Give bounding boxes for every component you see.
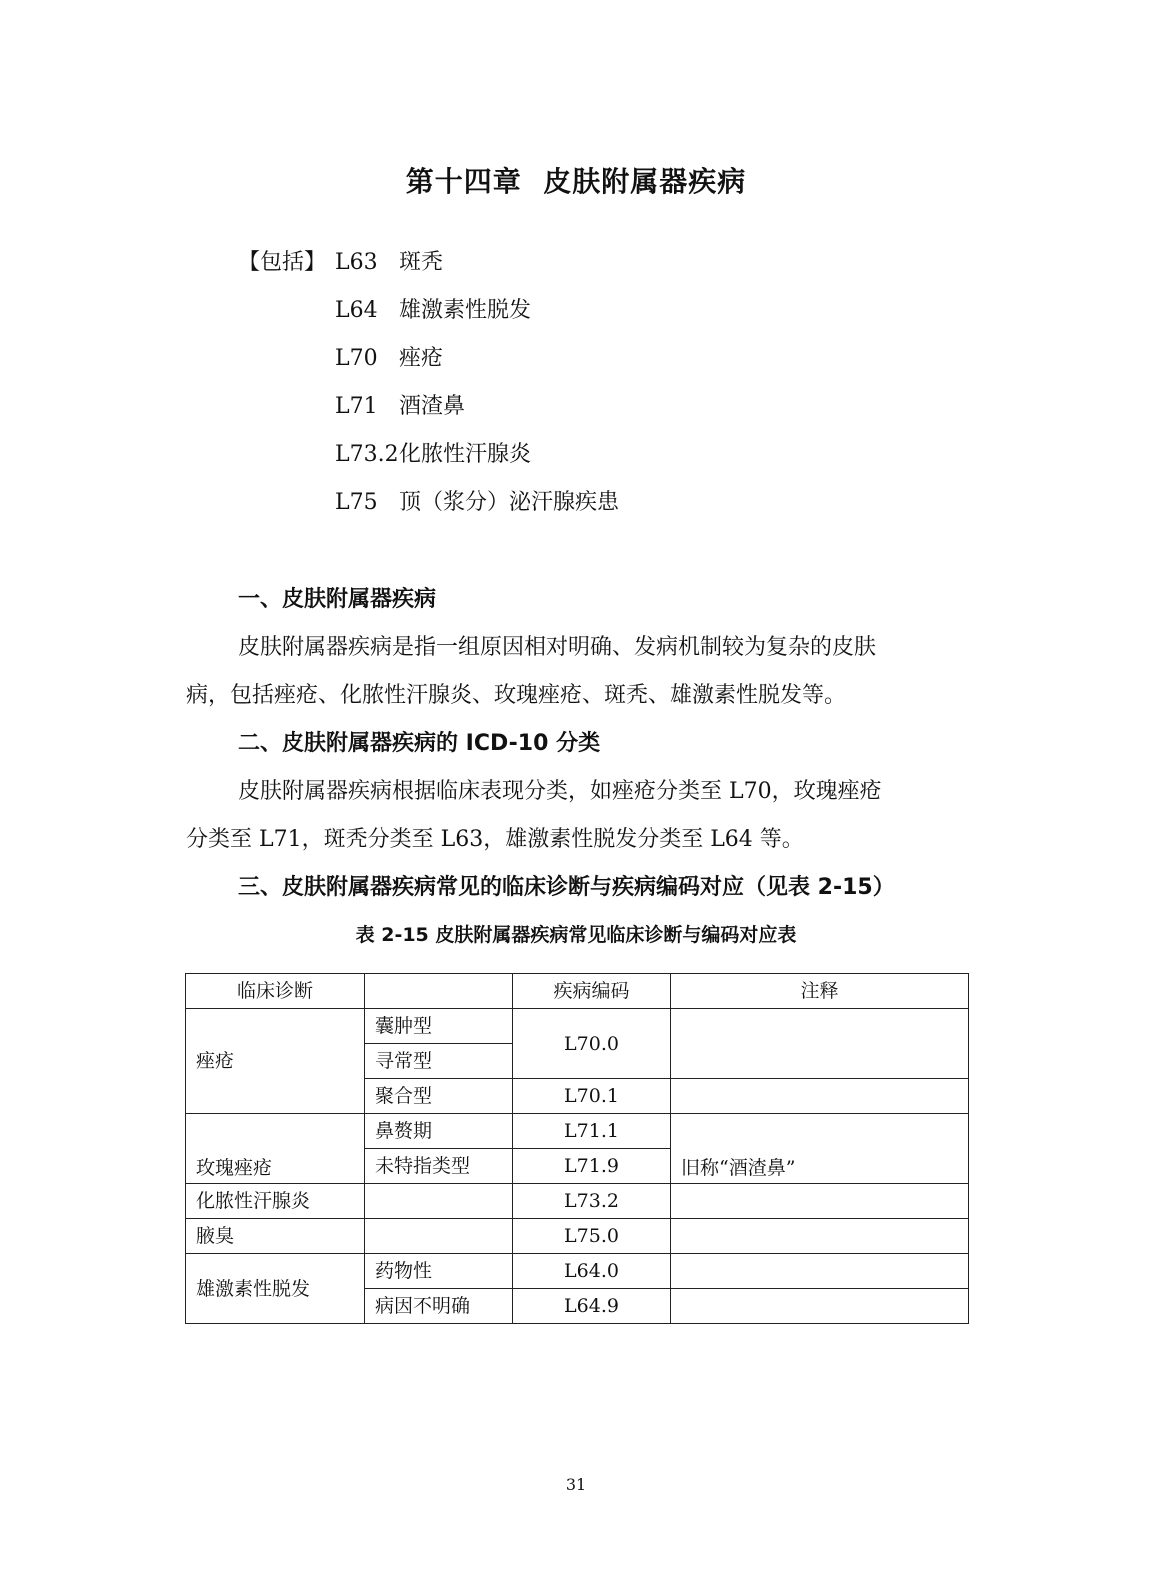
diagnosis-cell: 腋臭 <box>186 1219 365 1254</box>
subtype-cell: 鼻赘期 <box>365 1114 513 1149</box>
include-code: L73.2 <box>335 442 399 467</box>
note-cell <box>671 1184 969 1219</box>
note-cell: 旧称“酒渣鼻” <box>671 1114 969 1184</box>
section-heading-1: 一、皮肤附属器疾病 <box>238 587 437 612</box>
code-cell: L73.2 <box>513 1184 671 1219</box>
header-disease-code: 疾病编码 <box>513 974 671 1009</box>
header-clinical-diagnosis: 临床诊断 <box>186 974 365 1009</box>
diagnosis-cell: 玫瑰痤疮 <box>186 1114 365 1184</box>
page-title: 第十四章 皮肤附属器疾病 <box>405 165 747 198</box>
include-name: 化脓性汗腺炎 <box>399 442 532 467</box>
subtype-cell: 病因不明确 <box>365 1289 513 1324</box>
include-code: L75 <box>335 490 378 515</box>
table-caption: 表 2-15 皮肤附属器疾病常见临床诊断与编码对应表 <box>355 924 797 946</box>
include-name: 痤疮 <box>399 346 444 371</box>
include-code: L71 <box>335 394 378 419</box>
subtype-cell: 药物性 <box>365 1254 513 1289</box>
include-item <box>335 437 531 468</box>
include-code: L64 <box>335 298 378 323</box>
subtype-cell: 囊肿型 <box>365 1009 513 1044</box>
note-cell <box>671 1219 969 1254</box>
note-cell <box>671 1079 969 1114</box>
subtype-cell <box>365 1184 513 1219</box>
includes-label: 【包括】 <box>238 250 327 275</box>
diagnosis-code-table <box>185 973 969 1324</box>
page-number: 31 <box>565 1475 587 1494</box>
note-cell <box>671 1254 969 1289</box>
code-cell: L64.0 <box>513 1254 671 1289</box>
table-row <box>186 1219 969 1254</box>
include-name: 顶（浆分）泌汗腺疾患 <box>399 490 620 515</box>
subtype-cell: 聚合型 <box>365 1079 513 1114</box>
code-cell: L70.0 <box>513 1009 671 1079</box>
diagnosis-cell: 化脓性汗腺炎 <box>186 1184 365 1219</box>
include-name: 酒渣鼻 <box>399 394 466 419</box>
section-heading-3: 三、皮肤附属器疾病常见的临床诊断与疾病编码对应（见表 2-15） <box>238 875 895 900</box>
include-name: 斑秃 <box>399 250 444 275</box>
include-item <box>335 293 531 324</box>
table-row <box>186 1254 969 1289</box>
table-row <box>186 1114 969 1149</box>
include-item <box>335 485 619 516</box>
paragraph-line: 皮肤附属器疾病是指一组原因相对明确、发病机制较为复杂的皮肤 <box>238 635 877 660</box>
code-cell: L70.1 <box>513 1079 671 1114</box>
subtype-cell: 寻常型 <box>365 1044 513 1079</box>
note-cell <box>671 1009 969 1079</box>
diagnosis-cell: 痤疮 <box>186 1009 365 1114</box>
include-code: L70 <box>335 346 378 371</box>
section-heading-2: 二、皮肤附属器疾病的 ICD-10 分类 <box>238 731 601 756</box>
include-item <box>335 389 465 420</box>
diagnosis-cell: 雄激素性脱发 <box>186 1254 365 1324</box>
code-cell: L71.1 <box>513 1114 671 1149</box>
subtype-cell: 未特指类型 <box>365 1149 513 1184</box>
note-cell <box>671 1289 969 1324</box>
include-item <box>335 341 443 372</box>
include-item <box>335 245 443 276</box>
paragraph-line: 分类至 L71，斑秃分类至 L63，雄激素性脱发分类至 L64 等。 <box>186 827 804 852</box>
table-row <box>186 1009 969 1044</box>
header-subtype <box>365 974 513 1009</box>
paragraph-line: 皮肤附属器疾病根据临床表现分类，如痤疮分类至 L70，玫瑰痤疮 <box>238 779 882 804</box>
subtype-cell <box>365 1219 513 1254</box>
table-row <box>186 1184 969 1219</box>
paragraph-line: 病，包括痤疮、化脓性汗腺炎、玫瑰痤疮、斑秃、雄激素性脱发等。 <box>186 683 847 708</box>
code-cell: L75.0 <box>513 1219 671 1254</box>
include-name: 雄激素性脱发 <box>399 298 532 323</box>
code-cell: L64.9 <box>513 1289 671 1324</box>
header-note: 注释 <box>671 974 969 1009</box>
table-header-row <box>186 974 969 1009</box>
include-code: L63 <box>335 250 378 275</box>
code-cell: L71.9 <box>513 1149 671 1184</box>
